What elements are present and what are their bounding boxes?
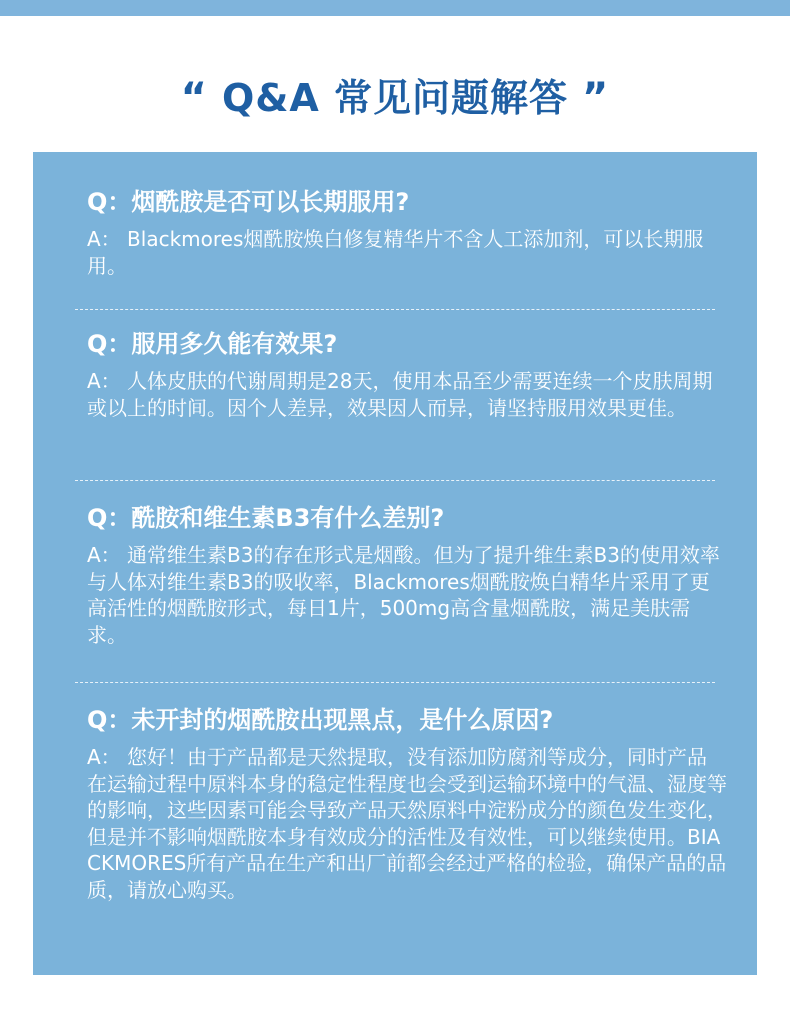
section-divider: [75, 480, 715, 481]
qa-item-3: [87, 502, 727, 648]
qa-item-2: [87, 328, 727, 421]
qa-panel: [33, 152, 757, 975]
page-title-text: Q&A 常见问题解答: [221, 76, 569, 120]
answer-text: A： 您好！由于产品都是天然提取，没有添加防腐剂等成分，同时产品在运输过程中原料本身的稳定性程度也会受到运输环境中的气温、湿度等的影响，这些因素可能会导致产品天然原料中淀粉成分的颜色发生变化，但是并不影响烟酰胺本身有效成分的活性及有效性，可以继续使用。BIACKMORES所有产品在生产和出厂前都会经过严格的检验，确保产品的品质，请放心购买。: [87, 745, 727, 902]
question-text: Q：烟酰胺是否可以长期服用?: [87, 188, 410, 216]
question-text: Q：服用多久能有效果?: [87, 330, 338, 358]
section-divider: [75, 682, 715, 683]
answer-text: A： Blackmores烟酰胺焕白修复精华片不含人工添加剂，可以长期服用。: [87, 227, 704, 278]
section-divider: [75, 309, 715, 310]
qa-item-4: [87, 704, 727, 903]
page-title: [0, 68, 790, 128]
top-accent-bar: [0, 0, 790, 16]
qa-item-1: [87, 186, 727, 279]
answer-text: A： 人体皮肤的代谢周期是28天，使用本品至少需要连续一个皮肤周期或以上的时间。因个人差异，效果因人而异，请坚持服用效果更佳。: [87, 369, 713, 420]
answer-text: A： 通常维生素B3的存在形式是烟酸。但为了提升维生素B3的使用效率与人体对维生素B3的吸收率，Blackmores烟酰胺焕白精华片采用了更高活性的烟酰胺形式，每日1片，500mg高含量烟酰胺，满足美肤需求。: [87, 543, 720, 647]
open-quote-mark: “: [180, 75, 208, 121]
question-text: Q：酰胺和维生素B3有什么差别?: [87, 504, 445, 532]
question-text: Q：未开封的烟酰胺出现黑点，是什么原因?: [87, 706, 554, 734]
close-quote-mark: ”: [582, 75, 610, 121]
